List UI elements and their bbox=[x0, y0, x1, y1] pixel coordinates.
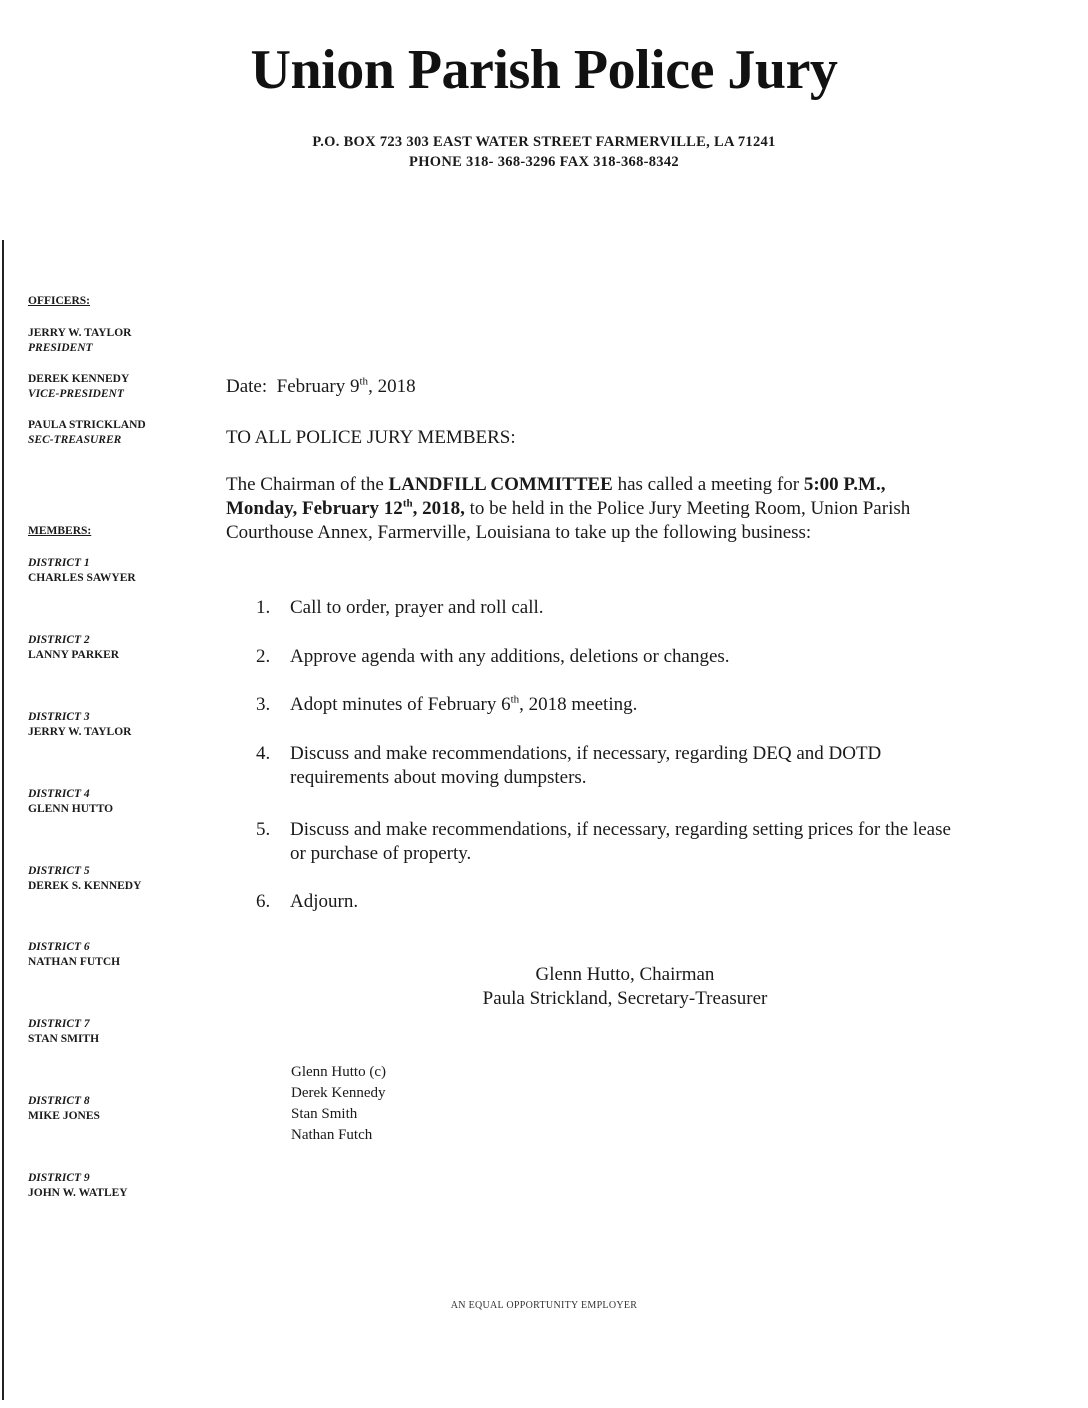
officer-entry: DEREK KENNEDY VICE-PRESIDENT bbox=[28, 373, 130, 400]
secretary-signature: Paula Strickland, Secretary-Treasurer bbox=[482, 988, 768, 1009]
member-entry: DISTRICT 6 NATHAN FUTCH bbox=[28, 941, 121, 968]
committee-member: Glenn Hutto (c) bbox=[291, 1064, 386, 1080]
officer-entry: PAULA STRICKLAND SEC-TREASURER bbox=[28, 419, 146, 446]
chairman-signature: Glenn Hutto, Chairman bbox=[535, 964, 715, 985]
page-title: Union Parish Police Jury bbox=[250, 39, 838, 101]
member-entry: DISTRICT 9 JOHN W. WATLEY bbox=[28, 1172, 128, 1199]
meeting-notice: The Chairman of the LANDFILL COMMITTEE has called a meeting for 5:00 P.M., Monday, February 12th, 2018, to be held in the Police Jury Meeting Room, Union Parish Courthouse Annex, Farmerville, Louisiana to take up the following business: bbox=[226, 474, 911, 543]
committee-member: Derek Kennedy bbox=[291, 1085, 386, 1101]
address-line: P.O. BOX 723 303 EAST WATER STREET FARMERVILLE, LA 71241 bbox=[312, 134, 776, 150]
phone-fax-line: PHONE 318- 368-3296 FAX 318-368-8342 bbox=[409, 154, 679, 170]
committee-list bbox=[291, 1062, 386, 1146]
member-entry: DISTRICT 7 STAN SMITH bbox=[28, 1018, 100, 1045]
footer-note: AN EQUAL OPPORTUNITY EMPLOYER bbox=[450, 1300, 638, 1311]
member-entry: DISTRICT 2 LANNY PARKER bbox=[28, 634, 120, 661]
committee-member: Stan Smith bbox=[291, 1106, 358, 1122]
member-entry: DISTRICT 4 GLENN HUTTO bbox=[28, 788, 114, 815]
committee-member: Nathan Futch bbox=[291, 1127, 373, 1143]
member-entry: DISTRICT 1 CHARLES SAWYER bbox=[28, 557, 136, 584]
member-entry: DISTRICT 5 DEREK S. KENNEDY bbox=[28, 865, 142, 892]
member-entry: DISTRICT 8 MIKE JONES bbox=[28, 1095, 100, 1122]
page-edge-rule bbox=[2, 240, 4, 1400]
members-heading: MEMBERS: bbox=[28, 525, 92, 537]
salutation: TO ALL POLICE JURY MEMBERS: bbox=[226, 427, 516, 448]
letter-date: Date: February 9th, 2018 bbox=[226, 375, 416, 397]
officer-entry: JERRY W. TAYLOR PRESIDENT bbox=[28, 327, 132, 354]
officers-heading: OFFICERS: bbox=[28, 295, 90, 307]
member-entry: DISTRICT 3 JERRY W. TAYLOR bbox=[28, 711, 132, 738]
